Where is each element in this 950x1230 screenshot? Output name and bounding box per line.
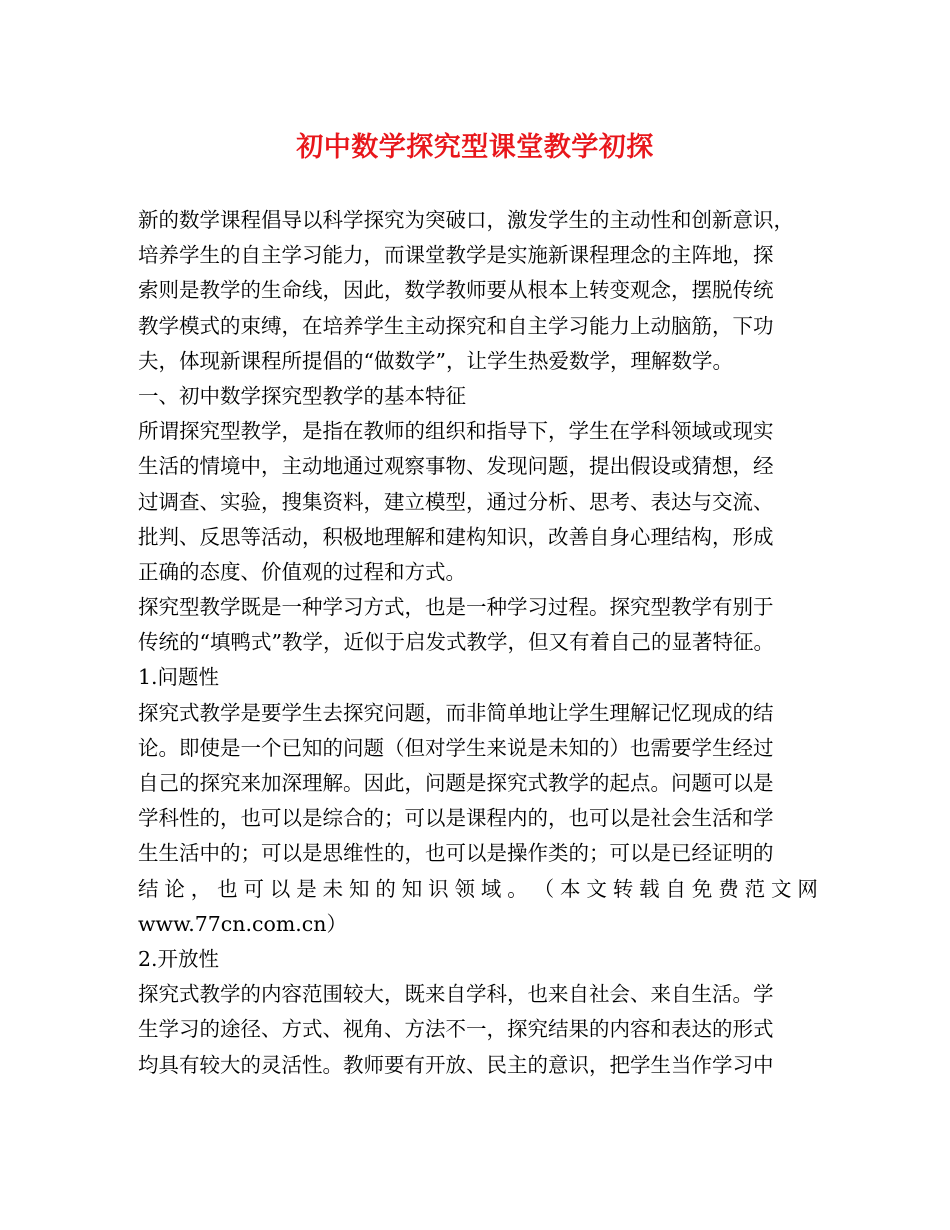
justified-char: 域 [480, 876, 502, 901]
text-line: 探究式教学是要学生去探究问题，而非简单地让学生理解记忆现成的结 [138, 700, 774, 725]
text-line: 探究式教学的内容范围较大，既来自学科，也来自社会、来自生活。学 [138, 982, 774, 1007]
justified-char: 可 [243, 876, 264, 901]
text-line: 生活的情境中，主动地通过观察事物、发现问题，提出假设或猜想，经 [138, 454, 774, 479]
text-line: 过调查、实验，搜集资料，建立模型，通过分析、思考、表达与交流、 [138, 489, 774, 514]
justified-char: ， [190, 876, 212, 901]
text-line: 传统的“填鸭式”教学，近似于启发式教学，但又有着自己的显著特征。 [138, 630, 774, 655]
text-line: 生学习的途径、方式、视角、方法不一，探究结果的内容和表达的形式 [138, 1017, 774, 1042]
text-line: www.77cn.com.cn） [138, 911, 347, 936]
document-body [138, 203, 818, 1083]
justified-char: 结 [138, 876, 159, 901]
subsection-heading: 2.开放性 [138, 946, 220, 971]
section-heading: 一、初中数学探究型教学的基本特征 [138, 383, 466, 408]
text-line: 夫，体现新课程所提倡的“做数学”，让学生热爱数学，理解数学。 [138, 348, 733, 373]
justified-char: 领 [454, 876, 475, 901]
justified-line [138, 872, 818, 907]
justified-char: 是 [296, 876, 317, 901]
justified-char: 费 [718, 876, 739, 901]
justified-char: 的 [375, 876, 396, 901]
justified-char: 本 [560, 876, 581, 901]
text-line: 批判、反思等活动，积极地理解和建构知识，改善自身心理结构，形成 [138, 524, 774, 549]
justified-char: 网 [797, 876, 818, 901]
justified-char: 也 [217, 876, 238, 901]
text-line: 自己的探究来加深理解。因此，问题是探究式教学的起点。问题可以是 [138, 771, 774, 795]
text-line: 索则是教学的生命线，因此，数学教师要从根本上转变观念，摆脱传统 [138, 278, 774, 303]
justified-char: 识 [428, 876, 449, 901]
justified-char: 范 [744, 876, 766, 901]
justified-char: 文 [586, 876, 607, 901]
document-title: 初中数学探究型课堂教学初探 [296, 132, 654, 163]
subsection-heading: 1.问题性 [138, 665, 220, 690]
text-line: 培养学生的自主学习能力，而课堂教学是实施新课程理念的主阵地，探 [138, 243, 774, 268]
text-line: 论。即使是一个已知的问题（但对学生来说是未知的）也需要学生经过 [138, 735, 774, 760]
text-line: 新的数学课程倡导以科学探究为突破口，激发学生的主动性和创新意识， [138, 208, 794, 232]
justified-char: 转 [612, 876, 634, 901]
justified-char: 知 [349, 876, 370, 901]
text-line: 均具有较大的灵活性。教师要有开放、民主的意识，把学生当作学习中 [138, 1052, 774, 1077]
justified-char: 文 [771, 876, 792, 901]
justified-char: 。 [507, 876, 528, 901]
justified-char: 载 [639, 876, 660, 901]
justified-char: 论 [164, 876, 185, 901]
text-line: 学科性的，也可以是综合的；可以是课程内的，也可以是社会生活和学 [138, 806, 774, 831]
justified-char: 自 [665, 876, 686, 901]
justified-char: （ [533, 876, 555, 901]
text-line: 教学模式的束缚，在培养学生主动探究和自主学习能力上动脑筋，下功 [138, 313, 774, 338]
justified-char: 知 [401, 876, 423, 901]
text-line: 所谓探究型教学，是指在教师的组织和指导下，学生在学科领域或现实 [138, 419, 774, 444]
justified-char: 未 [322, 876, 344, 901]
justified-char: 以 [269, 876, 291, 901]
text-line: 探究型教学既是一种学习方式，也是一种学习过程。探究型教学有别于 [138, 595, 774, 620]
text-line: 生生活中的；可以是思维性的，也可以是操作类的；可以是已经证明的 [138, 841, 774, 866]
justified-char: 免 [691, 876, 713, 901]
text-line: 正确的态度、价值观的过程和方式。 [138, 559, 466, 584]
